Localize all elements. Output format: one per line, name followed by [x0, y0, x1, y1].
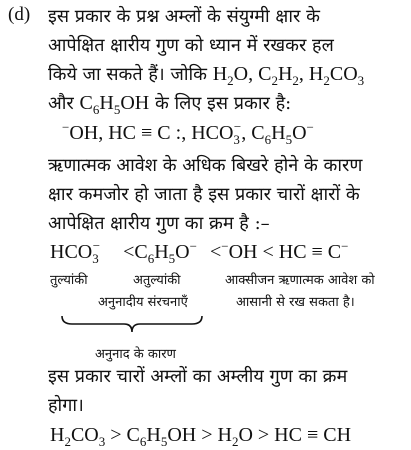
note-oxygen-charge: आक्सीजन ऋणात्मक आवेश को [225, 273, 375, 288]
text-segment: के लिए इस प्रकार है: [154, 93, 292, 114]
basicity-order-line: $HCO_3^- <C_6H_5O^- <^-OH$ < HC ≡ C− [50, 238, 349, 266]
note-easily-holds: आसानी से रख सकता है। [236, 295, 355, 310]
text-segment: किये जा सकते हैं। जोकि [48, 64, 207, 85]
text-segment: और [48, 93, 74, 114]
text-line-compounds [48, 62, 364, 86]
text-line: क्षार कमजोर हो जाता है इस प्रकार चारों क्षारों के [48, 184, 360, 205]
note-resonance-structures: अनुनादीय संरचनाएँ [98, 295, 188, 310]
phenol-formula: $C_6H_5OH$ [79, 92, 150, 117]
acidity-order-line: $H_2CO_3 > C_6H_5OH > H_2O$ > HC ≡ CH [50, 424, 352, 449]
note-non-equivalent: अतुल्यांकी [133, 273, 181, 288]
text-line: ऋणात्मक आवेश के अधिक बिखरे होने के कारण [48, 155, 363, 176]
conclusion-line: होगा। [48, 395, 84, 416]
note-due-to-resonance: अनुनाद के कारण [95, 347, 176, 362]
curly-brace-icon [60, 312, 205, 336]
compound-formulas: $H_2O$, $C_2H_2$, $H_2CO_3$ [212, 63, 365, 88]
note-equivalent: तुल्यांकी [50, 273, 88, 288]
text-line: आपेक्षित क्षारीय गुण का क्रम है :– [48, 213, 270, 234]
text-line: आपेक्षित क्षारीय गुण को ध्यान में रखकर हल [48, 35, 334, 56]
text-line-phenol [48, 91, 291, 115]
question-label: (d) [8, 4, 31, 25]
anions-formula-line: −OH, HC ≡ C :, $HCO_3^-$, $C_6H_5O^-$ [62, 119, 314, 147]
conclusion-line: इस प्रकार चारों अम्लों का अम्लीय गुण का क्रम [48, 366, 348, 387]
text-line: इस प्रकार के प्रश्न अम्लों के संयुग्मी क्षार के [48, 6, 320, 27]
